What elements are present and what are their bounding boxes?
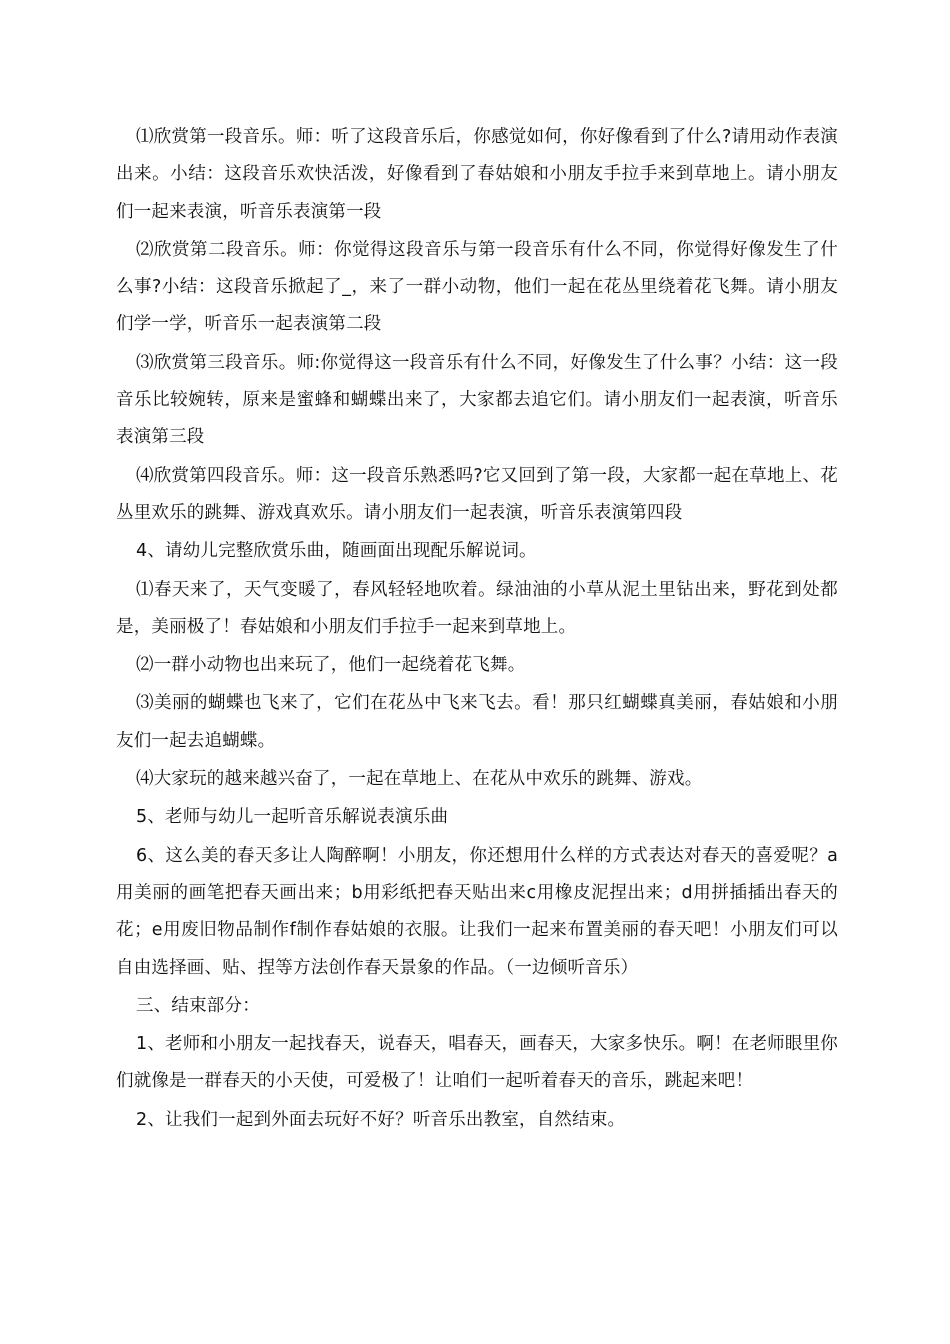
paragraph-music-part-1: ⑴欣赏第一段音乐。师：听了这段音乐后，你感觉如何，你好像看到了什么?请用动作表演出来。小结：这段音乐欢快活泼，好像看到了春姑娘和小朋友手拉手来到草地上。请小朋友们一起来表演，听音乐表演第一段 [116,127,838,222]
paragraph-music-part-3: ⑶欣赏第三段音乐。师:你觉得这一段音乐有什么不同，好像发生了什么事？小结：这一段音乐比较婉转，原来是蜜蜂和蝴蝶出来了，大家都去追它们。请小朋友们一起表演，听音乐表演第三段 [116,352,838,448]
paragraph-step-5: 5、老师与幼儿一起听音乐解说表演乐曲 [136,807,449,828]
section-heading-ending: 三、结束部分： [136,995,260,1016]
paragraph-ending-2: 2、让我们一起到外面去玩好不好？听音乐出教室，自然结束。 [136,1109,626,1130]
paragraph-narration-1: ⑴春天来了，天气变暖了，春风轻轻地吹着。绿油油的小草从泥土里钻出来，野花到处都是，美丽极了！春姑娘和小朋友们手拉手一起来到草地上。 [116,579,838,637]
paragraph-narration-4: ⑷大家玩的越来越兴奋了，一起在草地上、在花从中欢乐的跳舞、游戏。 [136,769,703,790]
paragraph-step-6: 6、这么美的春天多让人陶醉啊！小朋友，你还想用什么样的方式表达对春天的喜爱呢？a用美丽的画笔把春天画出来；b用彩纸把春天贴出来c用橡皮泥捏出来；d用拼插插出春天的花；e用废旧物品制作f制作春姑娘的衣服。让我们一起来布置美丽的春天吧！小朋友们可以自由选择画、贴、捏等方法创作春天景象的作品。（一边倾听音乐） [116,845,838,978]
document-body [116,119,838,1140]
paragraph-music-part-2: ⑵欣赏第二段音乐。师：你觉得这段音乐与第一段音乐有什么不同，你觉得好像发生了什么事?小结：这段音乐掀起了_，来了一群小动物，他们一起在花丛里绕着花飞舞。请小朋友们学一学，听音乐一起表演第二段 [116,239,838,335]
paragraph-step-4: 4、请幼儿完整欣赏乐曲，随画面出现配乐解说词。 [136,541,537,562]
paragraph-music-part-4: ⑷欣赏第四段音乐。师：这一段音乐熟悉吗?它又回到了第一段，大家都一起在草地上、花丛里欢乐的跳舞、游戏真欢乐。请小朋友们一起表演，听音乐表演第四段 [116,465,838,523]
paragraph-ending-1: 1、老师和小朋友一起找春天，说春天，唱春天，画春天，大家多快乐。啊！在老师眼里你们就像是一群春天的小天使，可爱极了！让咱们一起听着春天的音乐，跳起来吧！ [116,1034,838,1092]
paragraph-narration-3: ⑶美丽的蝴蝶也飞来了，它们在花丛中飞来飞去。看！那只红蝴蝶真美丽，春姑娘和小朋友们一起去追蝴蝶。 [116,693,838,751]
paragraph-narration-2: ⑵一群小动物也出来玩了，他们一起绕着花飞舞。 [136,655,526,676]
